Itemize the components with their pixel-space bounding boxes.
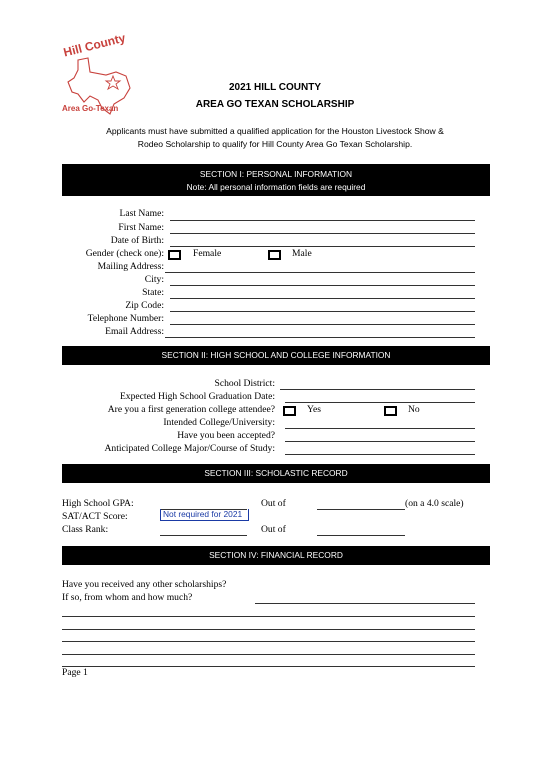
phone-field[interactable]	[170, 324, 475, 325]
scholarship-followup: If so, from whom and how much?	[62, 592, 193, 603]
district-field[interactable]	[280, 389, 475, 390]
section-1-title: SECTION I: PERSONAL INFORMATION	[199, 169, 353, 179]
first-gen-label: Are you a first generation college attendee?	[107, 404, 275, 415]
female-label: Female	[193, 248, 222, 259]
no-label: No	[408, 404, 420, 415]
logo-text-top: Hill County	[62, 30, 127, 60]
dob-field[interactable]	[170, 246, 475, 247]
female-checkbox[interactable]	[168, 250, 181, 260]
first-name-label: First Name:	[118, 222, 164, 233]
yes-checkbox[interactable]	[283, 406, 296, 416]
no-checkbox[interactable]	[384, 406, 397, 416]
scholarship-answer-3[interactable]	[62, 629, 475, 630]
major-field[interactable]	[285, 454, 475, 455]
dob-label: Date of Birth:	[110, 235, 164, 246]
grad-date-label: Expected High School Graduation Date:	[119, 391, 275, 402]
page-subtitle: AREA GO TEXAN SCHOLARSHIP	[195, 99, 355, 110]
rank-field[interactable]	[160, 535, 247, 536]
page-title: 2021 HILL COUNTY	[228, 82, 322, 93]
accepted-label: Have you been accepted?	[177, 430, 275, 441]
rank-label: Class Rank:	[62, 524, 109, 535]
zip-field[interactable]	[170, 311, 475, 312]
last-name-field[interactable]	[170, 220, 475, 221]
sat-label: SAT/ACT Score:	[62, 511, 128, 522]
state-field[interactable]	[170, 298, 475, 299]
mailing-label: Mailing Address:	[97, 261, 164, 272]
college-field[interactable]	[285, 428, 475, 429]
sat-note: Not required for 2021	[163, 509, 243, 519]
page-number: Page 1	[62, 667, 88, 678]
scholarship-answer-4[interactable]	[62, 641, 475, 642]
section-2-title: SECTION II: HIGH SCHOOL AND COLLEGE INFORMATION	[161, 350, 391, 360]
intro-line-2: Rodeo Scholarship to qualify for Hill County Area Go Texan Scholarship.	[137, 139, 413, 149]
section-2-header	[62, 346, 490, 365]
male-label: Male	[292, 248, 312, 259]
gpa-scale-label: (on a 4.0 scale)	[405, 498, 464, 509]
accepted-field[interactable]	[285, 441, 475, 442]
gender-label: Gender (check one):	[85, 248, 164, 259]
sat-field	[160, 509, 249, 521]
scholarship-answer-1[interactable]	[255, 603, 475, 604]
rank-out-of-label: Out of	[261, 524, 286, 535]
zip-label: Zip Code:	[125, 300, 164, 311]
district-label: School District:	[214, 378, 275, 389]
gpa-scale-field[interactable]	[317, 509, 405, 510]
gpa-label: High School GPA:	[62, 498, 134, 509]
yes-label: Yes	[307, 404, 321, 415]
city-field[interactable]	[170, 285, 475, 286]
scholarship-question: Have you received any other scholarships?	[62, 579, 227, 590]
email-label: Email Address:	[105, 326, 164, 337]
scholarship-answer-2[interactable]	[62, 616, 475, 617]
gpa-out-of-label: Out of	[261, 498, 286, 509]
first-name-field[interactable]	[170, 233, 475, 234]
mailing-field[interactable]	[165, 272, 475, 273]
logo-text-bottom: Area Go-Texan	[62, 104, 119, 113]
section-4-header	[62, 546, 490, 565]
male-checkbox[interactable]	[268, 250, 281, 260]
state-label: State:	[142, 287, 164, 298]
section-3-title: SECTION III: SCHOLASTIC RECORD	[204, 468, 348, 478]
section-1-header	[62, 164, 490, 196]
phone-label: Telephone Number:	[87, 313, 164, 324]
rank-total-field[interactable]	[317, 535, 405, 536]
scholarship-answer-5[interactable]	[62, 654, 475, 655]
grad-date-field[interactable]	[285, 402, 475, 403]
section-4-title: SECTION IV: FINANCIAL RECORD	[209, 550, 343, 560]
city-label: City:	[144, 274, 164, 285]
intro-line-1: Applicants must have submitted a qualified application for the Houston Livestock Show &	[106, 126, 444, 136]
section-3-header	[62, 464, 490, 483]
email-field[interactable]	[165, 337, 475, 338]
college-label: Intended College/University:	[163, 417, 275, 428]
scholarship-answer-6[interactable]	[62, 666, 475, 667]
section-1-note: Note: All personal information fields are required	[186, 182, 366, 192]
major-label: Anticipated College Major/Course of Study:	[104, 443, 275, 454]
last-name-label: Last Name:	[119, 208, 164, 219]
